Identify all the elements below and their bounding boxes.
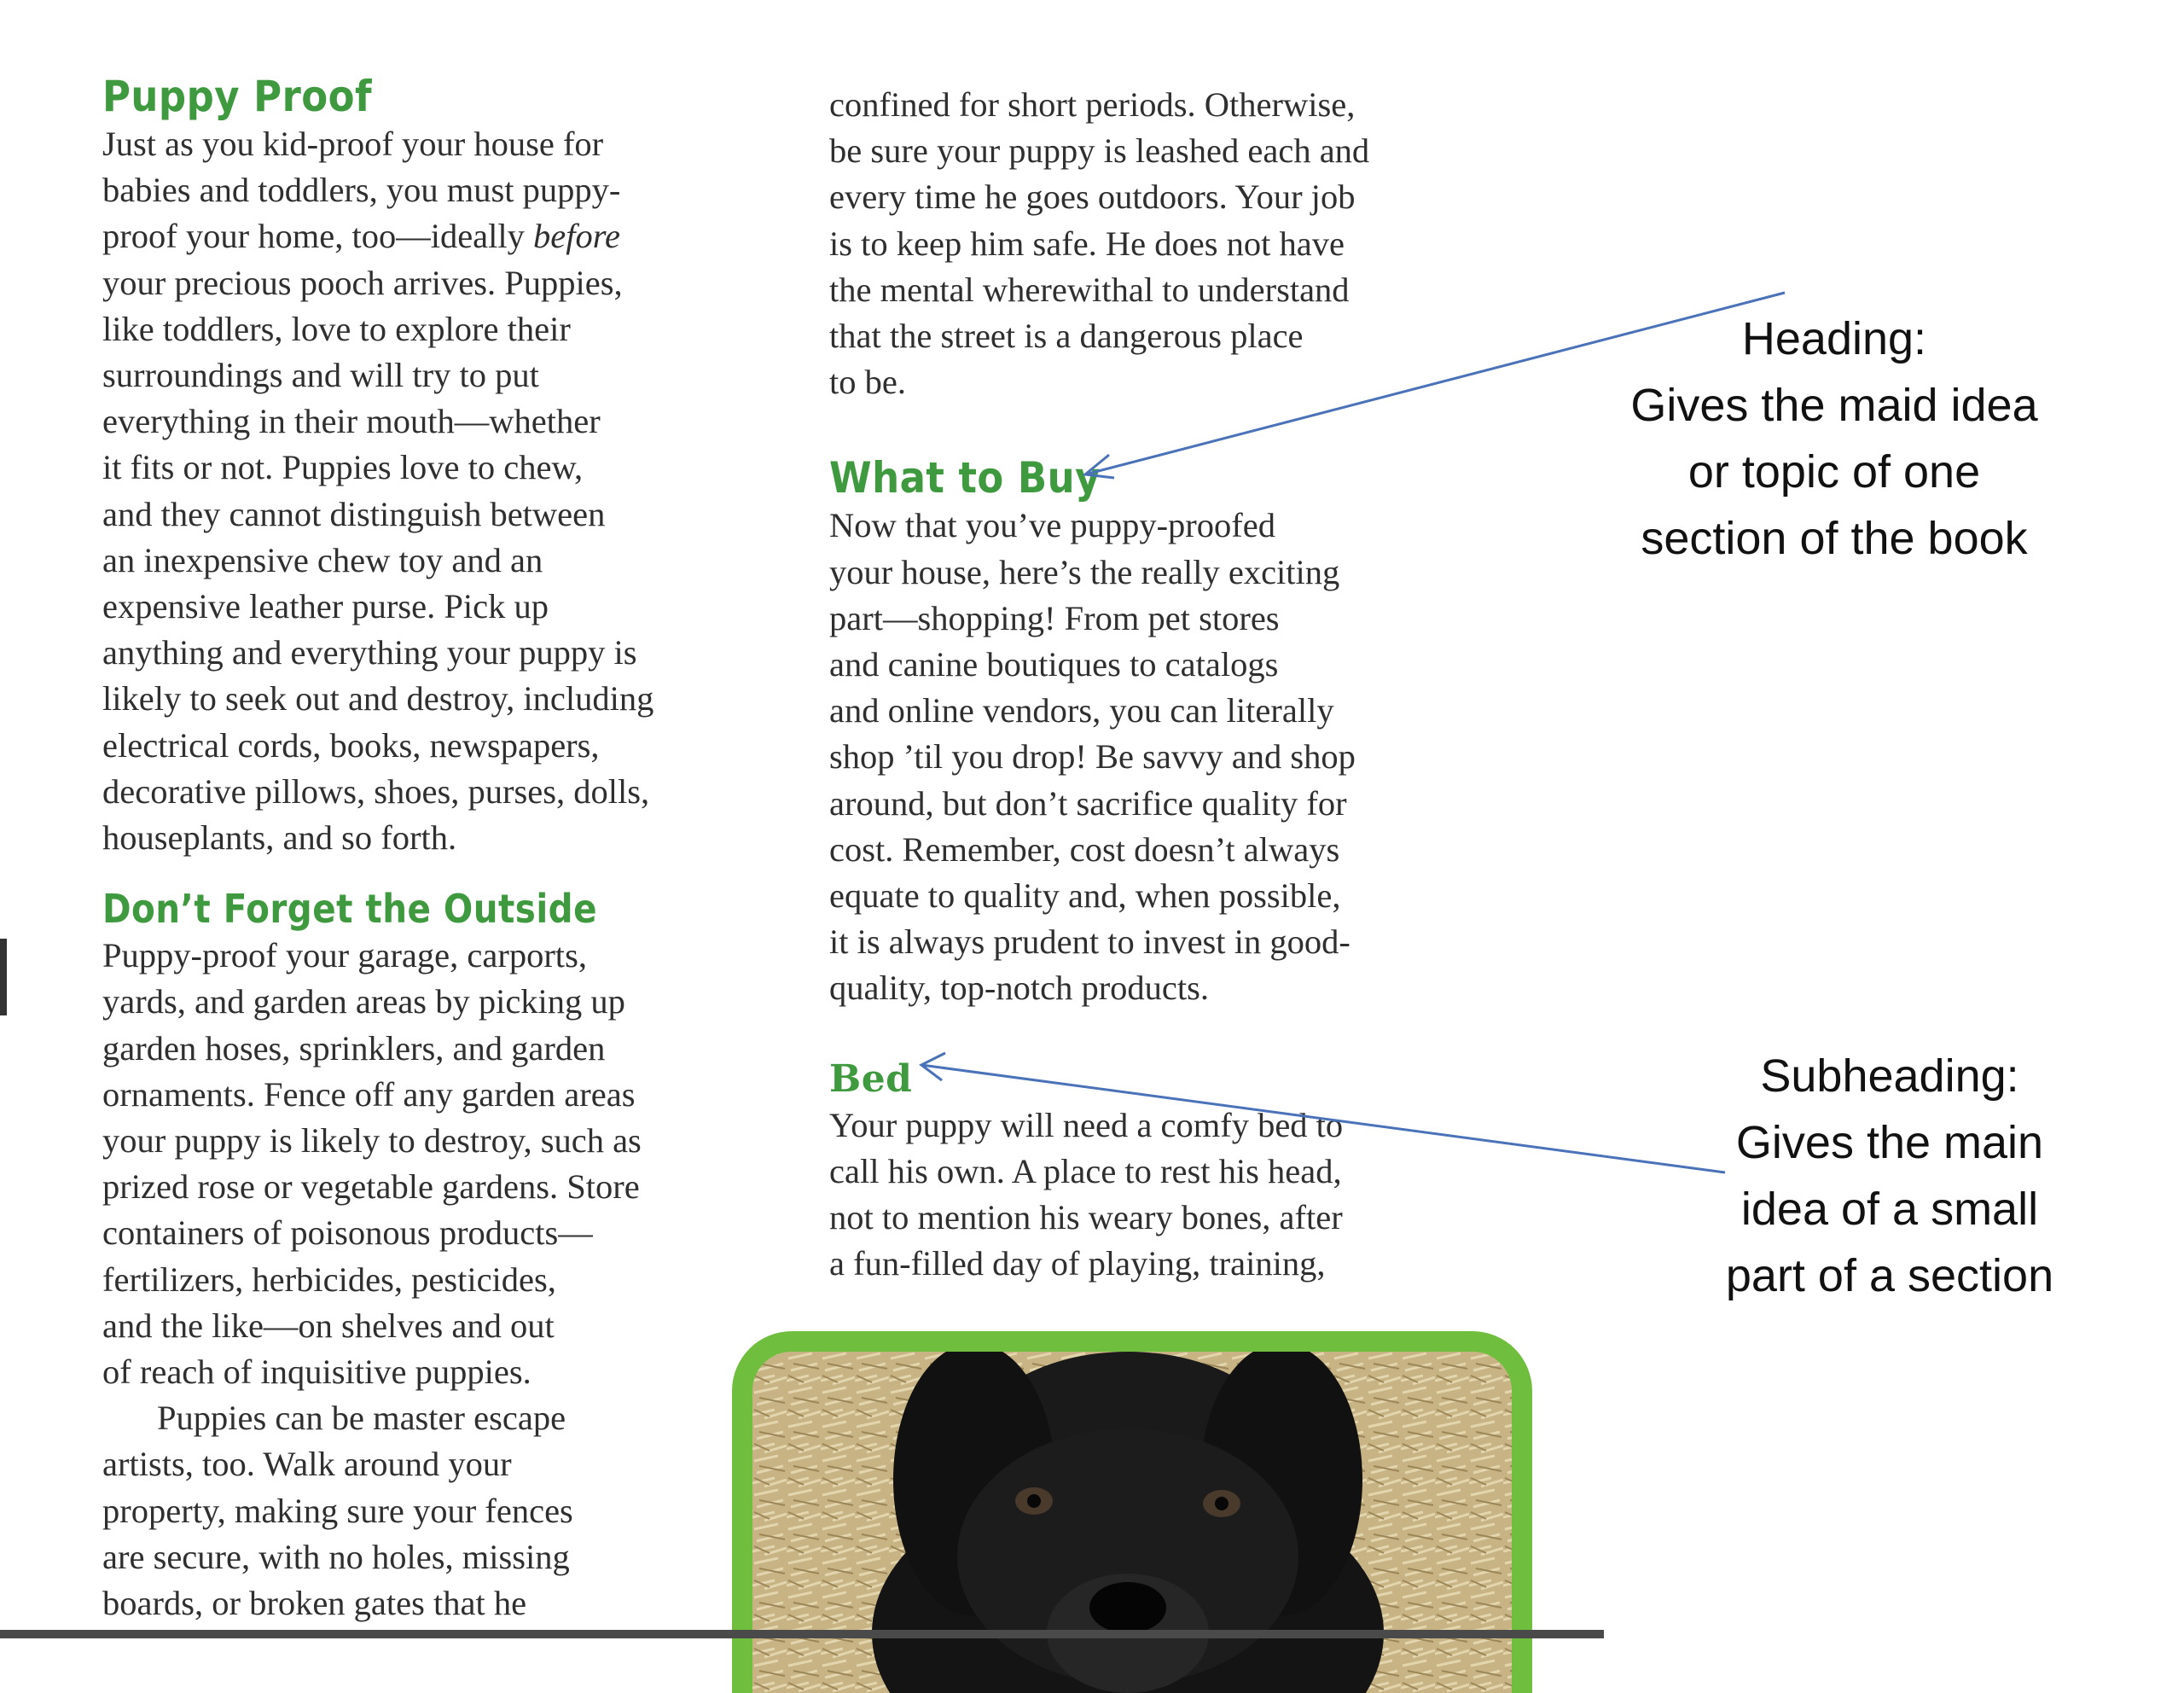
text-line: is to keep him safe. He does not have [829, 224, 1345, 263]
text-line: your house, here’s the really exciting [829, 552, 1340, 591]
text-line: call his own. A place to rest his head, [829, 1151, 1342, 1190]
text-line: fertilizers, herbicides, pesticides, [102, 1260, 556, 1299]
text-line: be sure your puppy is leashed each and [829, 131, 1370, 171]
text-line: prized rose or vegetable gardens. Store [102, 1167, 640, 1207]
left-column [102, 72, 785, 1626]
text-line: and canine boutiques to catalogs [829, 645, 1279, 684]
text-line: surroundings and will try to put [102, 356, 539, 395]
bed-paragraph [829, 1102, 1512, 1288]
text-line: property, making sure your fences [102, 1491, 573, 1530]
text-line: Puppy-proof your garage, carports, [102, 936, 587, 975]
text-line: Your puppy will need a comfy bed to [829, 1105, 1344, 1144]
what-to-buy-paragraph [829, 503, 1512, 1011]
text-line: every time he goes outdoors. Your job [829, 177, 1356, 217]
subheading-bed: Bed [829, 1056, 913, 1101]
text-line: it is always prudent to invest in good- [829, 922, 1350, 962]
text-line: and the like—on shelves and out [102, 1306, 555, 1345]
text-line: yards, and garden areas by picking up [102, 982, 625, 1021]
continued-paragraph [829, 82, 1512, 405]
text-line: everything in their mouth—whether [102, 402, 601, 441]
text-line: Just as you kid-proof your house for [102, 125, 604, 163]
text-line: part—shopping! From pet stores [829, 598, 1280, 637]
annotation-heading-line: section of the book [1641, 513, 2028, 564]
text-line: it fits or not. Puppies love to chew, [102, 448, 584, 487]
right-column [829, 82, 1512, 1287]
text-line: boards, or broken gates that he [102, 1584, 527, 1623]
text-line: likely to seek out and destroy, including [102, 679, 654, 719]
annotation-heading [1587, 305, 2082, 572]
text-line: electrical cords, books, newspapers, [102, 725, 600, 765]
black-puppy-illustration [752, 1352, 1512, 1693]
text-line: like toddlers, love to explore their [102, 309, 571, 348]
annotation-subheading-line: Gives the main [1735, 1117, 2044, 1168]
text-line: an inexpensive chew toy and an [102, 540, 543, 579]
text-line: ornaments. Fence off any garden areas [102, 1074, 636, 1114]
text-line: garden hoses, sprinklers, and garden [102, 1028, 606, 1068]
text-line: proof your home, too—ideally before [102, 217, 620, 256]
text-line: and they cannot distinguish between [102, 494, 606, 533]
puppy-photo [732, 1331, 1532, 1693]
annotation-heading-line: or topic of one [1687, 446, 1981, 497]
text-line: a fun-filled day of playing, training, [829, 1244, 1326, 1283]
outside-paragraph [102, 933, 785, 1626]
text-line: around, but don’t sacrifice quality for [829, 783, 1347, 823]
text-line: expensive leather purse. Pick up [102, 587, 549, 626]
annotation-subheading-line: part of a section [1725, 1250, 2054, 1301]
text-line: your precious pooch arrives. Puppies, [102, 263, 623, 302]
puppy-proof-paragraph [102, 121, 785, 861]
heading-dont-forget-outside: Don’t Forget the Outside [102, 886, 597, 933]
annotation-subheading-line: idea of a small [1740, 1184, 2039, 1235]
heading-what-to-buy: What to Buy [829, 453, 1101, 503]
annotation-subheading-title: Subheading: [1760, 1050, 2019, 1102]
text-line: equate to quality and, when possible, [829, 876, 1341, 916]
text-line: Now that you’ve puppy-proofed [829, 506, 1275, 545]
text-line: that the street is a dangerous place [829, 317, 1304, 356]
text-line: are secure, with no holes, missing [102, 1537, 570, 1576]
text-line: Puppies can be master escape [157, 1399, 566, 1438]
bottom-bar [0, 1630, 1604, 1638]
text-line: babies and toddlers, you must puppy- [102, 171, 621, 210]
annotation-subheading [1689, 1043, 2090, 1309]
text-line: the mental wherewithal to understand [829, 270, 1350, 309]
text-line: confined for short periods. Otherwise, [829, 85, 1356, 124]
text-line: containers of poisonous products— [102, 1213, 593, 1253]
heading-puppy-proof: Puppy Proof [102, 72, 372, 121]
text-line: not to mention his weary bones, after [829, 1198, 1343, 1237]
text-line: of reach of inquisitive puppies. [102, 1353, 531, 1392]
text-line: decorative pillows, shoes, purses, dolls, [102, 771, 650, 811]
text-line: shop ’til you drop! Be savvy and shop [829, 737, 1356, 777]
text-line: cost. Remember, cost doesn’t always [829, 829, 1340, 869]
text-line: anything and everything your puppy is [102, 633, 637, 672]
text-line: artists, too. Walk around your [102, 1445, 512, 1484]
annotation-heading-title: Heading: [1741, 313, 1927, 364]
text-line: houseplants, and so forth. [102, 818, 457, 858]
text-line: and online vendors, you can literally [829, 691, 1334, 730]
text-line: quality, top-notch products. [829, 969, 1210, 1008]
edge-mark [0, 939, 7, 1015]
text-line: your puppy is likely to destroy, such as [102, 1121, 642, 1161]
emphasis-before: before [533, 217, 620, 256]
annotation-heading-line: Gives the maid idea [1630, 380, 2038, 431]
text-line: to be. [829, 363, 906, 402]
